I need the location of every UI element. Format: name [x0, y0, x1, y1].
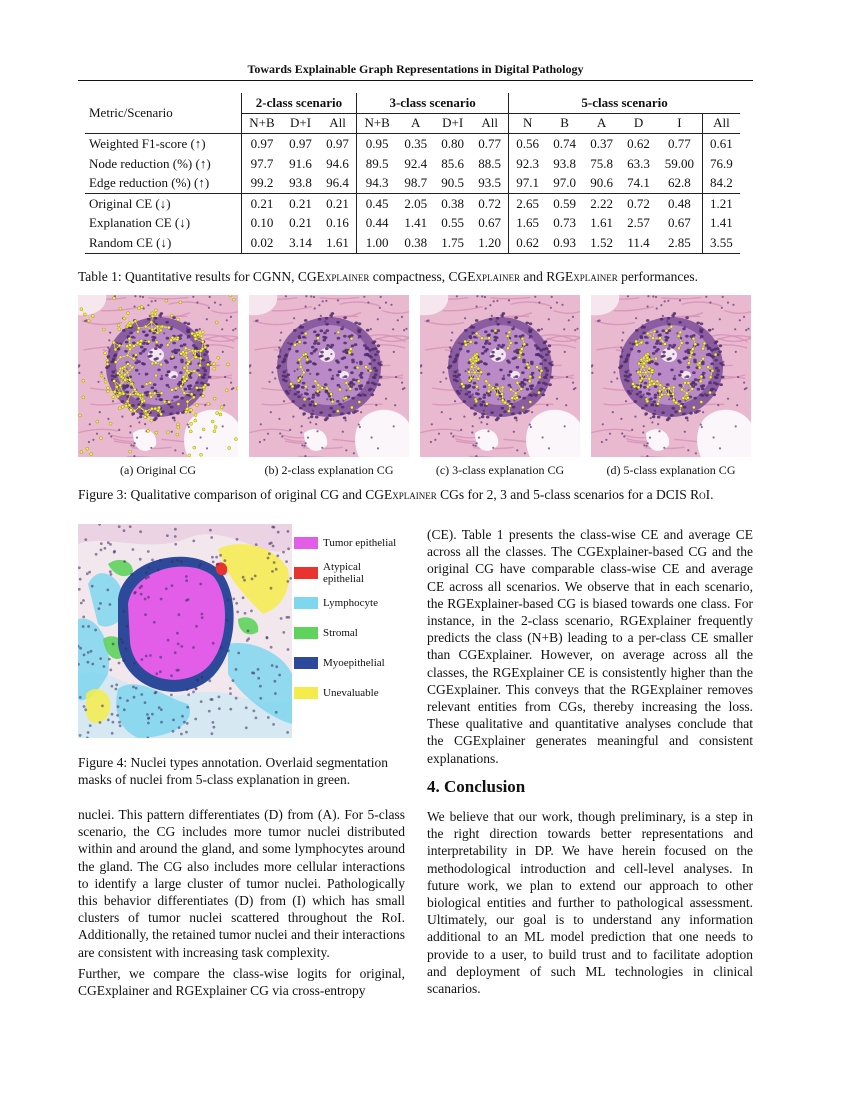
- table-cell: 0.61: [702, 134, 740, 154]
- table-cell: 0.02: [241, 233, 282, 253]
- table-cell: 0.16: [326, 215, 349, 231]
- table-cell: 0.67: [668, 215, 691, 231]
- table-cell: 0.21: [289, 215, 312, 231]
- table-cell: 97.0: [553, 175, 577, 191]
- legend-label: Myoepithelial: [323, 657, 385, 669]
- histology-image: [249, 295, 409, 457]
- left-paragraph-2: Further, we compare the class-wise logits for original, CGExplainer and RGExplainer CG via cross-entropy: [78, 966, 405, 999]
- table-cell: 90.5: [441, 175, 465, 191]
- table-cell: 0.21: [319, 193, 357, 213]
- table-row: [85, 233, 740, 253]
- metric-label: Weighted F1-score (↑): [85, 134, 241, 154]
- table-cell: 0.55: [441, 215, 465, 231]
- table-cell: 0.21: [282, 193, 319, 213]
- table-cell: 2.85: [657, 233, 702, 253]
- table-cell: 0.97: [282, 134, 319, 154]
- table-cell: 98.7: [404, 175, 428, 191]
- table-cell: 96.4: [326, 175, 349, 191]
- legend-label: Atypical epithelial: [323, 561, 364, 585]
- table-cell: 0.48: [657, 193, 702, 213]
- table-body: [85, 134, 740, 254]
- table-cell: 0.44: [357, 214, 398, 234]
- annotation-image: [78, 524, 292, 738]
- legend-swatch: [294, 627, 318, 639]
- table-cell: 75.8: [590, 155, 613, 171]
- metric-label: Explanation CE (↓): [89, 215, 191, 231]
- table-cell: 0.21: [241, 193, 282, 213]
- table-cell: 1.00: [357, 233, 398, 253]
- figure3-panel-2class: [249, 295, 409, 457]
- table-cell: 62.8: [668, 175, 691, 191]
- table-cell: 94.6: [326, 155, 349, 171]
- subheader: N+B: [357, 113, 398, 134]
- legend-item-lymphocyte: [294, 596, 378, 610]
- metric-label: Node reduction (%) (↑): [89, 155, 211, 171]
- table-cell: 89.5: [357, 154, 398, 174]
- conclusion-paragraph: We believe that our work, though preliminary, is a step in the right direction towards better representations and interpretability in DP. We have herein focused on the methodological introduction and cell-level analyses. In future work, we plan to extend our approach to other biological entities and further to pathological assessment. Ultimately, our goal is to understand any information additional to an ML model prediction that one needs to provide to a user, to build trust and to facilitate adoption and deployment of such ML technologies in clinical scanarios.: [427, 809, 753, 997]
- legend-swatch: [294, 657, 318, 669]
- legend-label: Tumor epithelial: [323, 537, 397, 549]
- table-row: [85, 134, 740, 154]
- table-cell: 3.14: [282, 233, 319, 253]
- running-title: Towards Explainable Graph Representations in Digital Pathology: [247, 62, 584, 76]
- table-cell: 1.41: [702, 214, 740, 234]
- subcaption: (b) 2-class explanation CG: [264, 463, 394, 477]
- header-rule: [78, 80, 753, 81]
- table-cell: 1.61: [590, 215, 613, 231]
- table-cell: 97.7: [241, 154, 282, 174]
- table-cell: 85.6: [441, 155, 465, 171]
- table-cell: 0.77: [471, 134, 509, 154]
- group-3-class: 3-class scenario: [357, 93, 509, 113]
- table-cell: 59.00: [664, 155, 695, 171]
- table-row: [85, 214, 740, 234]
- metric-label: Original CE (↓): [85, 193, 241, 213]
- subheader: N+B: [241, 113, 282, 134]
- table-cell: 2.57: [627, 215, 650, 231]
- legend-label: Stromal: [323, 627, 358, 639]
- table-cell: 97.1: [509, 173, 547, 193]
- legend-item-myoepithelial: [294, 656, 385, 670]
- legend-swatch: [294, 537, 318, 549]
- table-cell: 1.20: [471, 233, 509, 253]
- table-row: [85, 193, 740, 213]
- table-cell: 1.52: [583, 233, 620, 253]
- table-cell: 93.8: [289, 175, 312, 191]
- table-cell: 0.38: [397, 233, 434, 253]
- subheader: D+I: [290, 115, 312, 131]
- right-paragraph-1: (CE). Table 1 presents the class-wise CE and average CE across all the classes. The CGExplainer-based CG and the original CG have comparable class-wise CE and average CE across all scenarios. We observe that in each scenario, the RGExplainer-based CG is biased towards one class. For instance, in the 2-class scenario, RGExplainer frequently predicts the class (N+B) leading to a per-class CE smaller than CGExplainer. However, on average across all the classes, the RGExplainer CE is consistently higher than the CGExplainer. This conveys that the RGExplainer removes relevant entities from CGs, thereby increasing the loss. These qualitative and quantitative analyses conclude that the CGExplainer generates meaningful and consistent explanations.: [427, 527, 753, 766]
- subcaption: (c) 3-class explanation CG: [435, 463, 565, 477]
- table-cell: 84.2: [702, 173, 740, 193]
- group-2-class: 2-class scenario: [241, 93, 356, 113]
- table-cell: 0.35: [397, 134, 434, 154]
- table-cell: 11.4: [620, 233, 657, 253]
- table-cell: 0.97: [241, 134, 282, 154]
- table-cell: 99.2: [241, 173, 282, 193]
- legend-item-tumor-epithelial: [294, 536, 396, 550]
- table-row: [85, 154, 740, 174]
- table-row: [85, 173, 740, 193]
- table-cell: 2.22: [583, 193, 620, 213]
- subheader: I: [677, 115, 682, 131]
- metric-label: Random CE (↓): [85, 233, 241, 253]
- table-cell: 0.74: [546, 134, 583, 154]
- metric-header: Metric/Scenario: [89, 105, 173, 121]
- subheader: All: [329, 115, 346, 131]
- histology-image: [591, 295, 751, 457]
- subheader: All: [702, 113, 740, 134]
- table-cell: 0.56: [509, 134, 547, 154]
- table-cell: 0.67: [478, 215, 501, 231]
- subheader: D: [633, 115, 644, 131]
- table-cell: 92.3: [509, 154, 547, 174]
- table-cell: 0.95: [357, 134, 398, 154]
- table-cell: 0.62: [620, 134, 657, 154]
- subcaption: (a) Original CG: [120, 463, 196, 477]
- table-cell: 0.59: [546, 193, 583, 213]
- left-paragraph-1: nuclei. This pattern differentiates (D) from (A). For 5-class scenario, the CG includes more tumor nuclei distributed within and around the gland, and some lymphocytes around the gland. The CG also includes more cellular interactions to identify a large cluster of tumor nuclei. Pathologically this behavior differentiates (D) from (I) which has small clusters of tumor nuclei scattered throughout the RoI. Additionally, the retained tumor nuclei and their interactions are consistent with increasing task complexity.: [78, 807, 405, 960]
- group-5-class: 5-class scenario: [509, 93, 740, 113]
- table-caption: Table 1: Quantitative results for CGNN, CGExplainer compactness, CGExplainer and RGExplainer performances.: [78, 269, 698, 284]
- metric-label: Edge reduction (%) (↑): [89, 175, 210, 191]
- legend-swatch: [294, 597, 318, 609]
- figure3-panel-original: [78, 295, 238, 457]
- table-cell: 0.72: [471, 193, 509, 213]
- figure4-caption: Figure 4: Nuclei types annotation. Overlaid segmentation masks of nuclei from 5-class explanation in green.: [78, 755, 389, 787]
- figure3-panel-5class: [591, 295, 751, 457]
- subheader: N: [509, 113, 547, 134]
- table-cell: 74.1: [627, 175, 650, 191]
- legend-item-unevaluable: [294, 686, 379, 700]
- legend-item-stromal: [294, 626, 358, 640]
- subheader: A: [596, 115, 607, 131]
- table-cell: 1.61: [319, 233, 357, 253]
- subcaption: (d) 5-class explanation CG: [606, 463, 736, 477]
- table-cell: 93.5: [478, 175, 501, 191]
- table-cell: 2.65: [509, 193, 547, 213]
- legend-label: Unevaluable: [323, 687, 379, 699]
- subheader: B: [560, 115, 569, 131]
- legend-item-atypical-epithelial: [294, 561, 404, 585]
- legend-swatch: [294, 687, 318, 699]
- table-cell: 1.21: [702, 193, 740, 213]
- figure3-caption: Figure 3: Qualitative comparison of original CG and CGExplainer CGs for 2, 3 and 5-class scenarios for a DCIS RoI.: [78, 487, 714, 502]
- table-cell: 1.75: [434, 233, 471, 253]
- section-title-conclusion: 4. Conclusion: [427, 777, 526, 796]
- table-cell: 94.3: [357, 173, 398, 193]
- table-cell: 1.65: [509, 214, 547, 234]
- histology-image: [78, 295, 238, 457]
- table-cell: 0.97: [319, 134, 357, 154]
- table-cell: 76.9: [702, 154, 740, 174]
- table-cell: 3.55: [702, 233, 740, 253]
- figure3-panel-3class: [420, 295, 580, 457]
- table-cell: 0.73: [553, 215, 577, 231]
- histology-image: [420, 295, 580, 457]
- table-cell: 91.6: [289, 155, 312, 171]
- table-cell: 0.10: [241, 214, 282, 234]
- table-cell: 0.72: [620, 193, 657, 213]
- legend-swatch: [294, 567, 318, 579]
- table-cell: 92.4: [404, 155, 428, 171]
- table-cell: 0.37: [583, 134, 620, 154]
- table-cell: 0.77: [657, 134, 702, 154]
- subheader: All: [481, 115, 498, 131]
- figure4-annotation-image: [78, 524, 292, 738]
- table-cell: 0.93: [546, 233, 583, 253]
- table-cell: 0.80: [434, 134, 471, 154]
- table-cell: 0.62: [509, 233, 547, 253]
- table-cell: 0.38: [434, 193, 471, 213]
- table-cell: 88.5: [478, 155, 501, 171]
- table-cell: 63.3: [627, 155, 650, 171]
- table-cell: 0.45: [357, 193, 398, 213]
- legend-label: Lymphocyte: [323, 597, 378, 609]
- subheader: A: [411, 115, 421, 131]
- results-table: [85, 93, 740, 254]
- subheader: D+I: [442, 115, 464, 131]
- table-cell: 93.8: [553, 155, 577, 171]
- table-cell: 2.05: [397, 193, 434, 213]
- table-cell: 1.41: [404, 215, 428, 231]
- table-cell: 90.6: [590, 175, 613, 191]
